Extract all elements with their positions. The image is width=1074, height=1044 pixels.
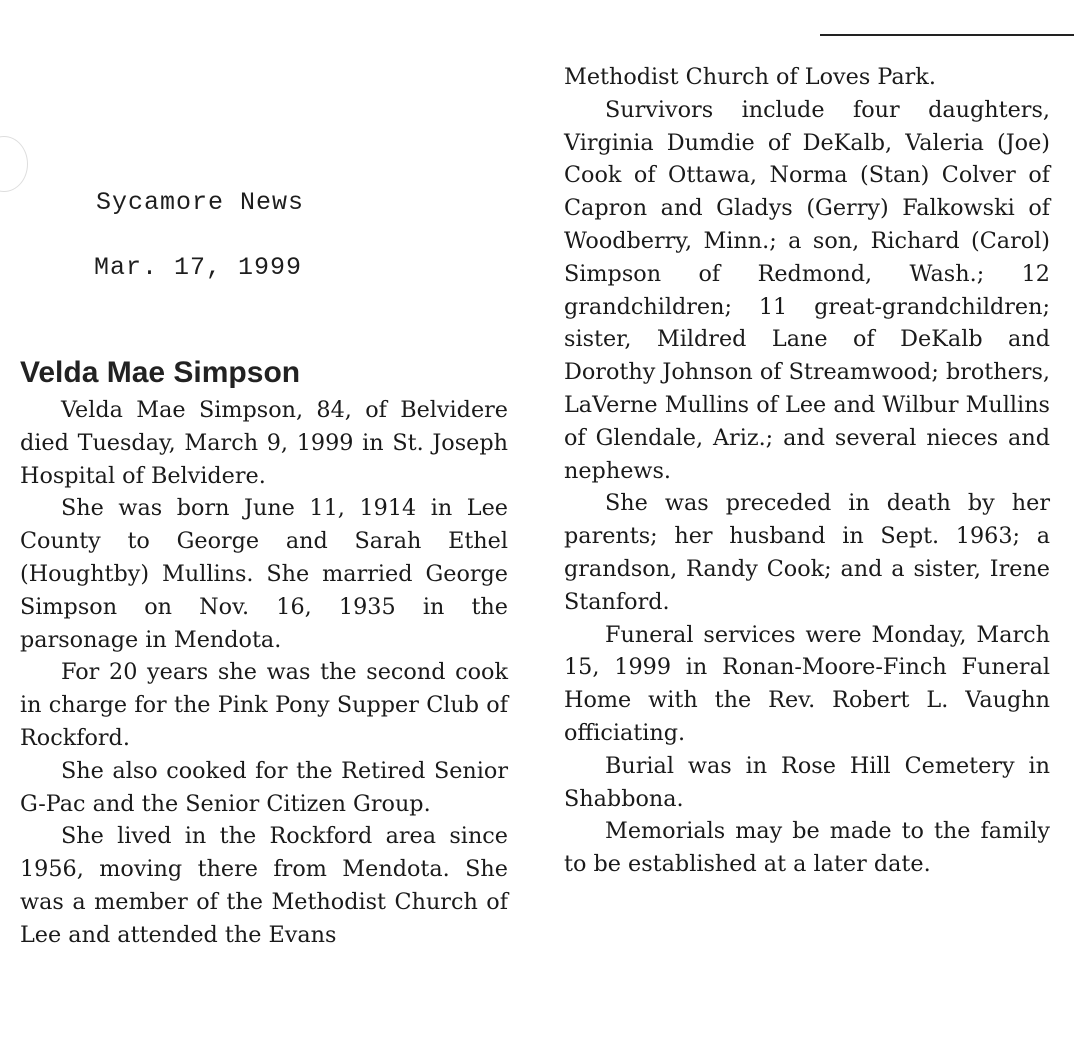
column-rule xyxy=(820,34,1074,36)
left-column xyxy=(20,394,508,952)
paragraph-preceded: She was preceded in death by her parents; her husband in Sept. 1963; a grandson, Randy Cook; and a sister, Irene Stanford. xyxy=(564,490,1050,615)
punch-hole-mark xyxy=(0,136,28,192)
paragraph-burial: Burial was in Rose Hill Cemetery in Shabbona. xyxy=(564,752,1050,812)
publication-date: Mar. 17, 1999 xyxy=(94,253,303,282)
paragraph-survivors: Survivors include four daughters, Virginia Dumdie of DeKalb, Valeria (Joe) Cook of Ottawa, Norma (Stan) Colver of Capron and Gladys (Gerry) Falkowski of Woodberry, Minn.; a son, Richard (Carol) Simpson of Redmond, Wash.; 12 grandchildren; 11 great-grandchildren; sister, Mildred Lane of DeKalb and Dorothy Johnson of Streamwood; brothers, LaVerne Mullins of Lee and Wilbur Mullins of Glendale, Ariz.; and several nieces and nephews. xyxy=(564,96,1050,484)
paragraph-death: Velda Mae Simpson, 84, of Belvidere died Tuesday, March 9, 1999 in St. Joseph Hospital of Belvidere. xyxy=(20,397,508,489)
paragraph-residence: She lived in the Rockford area since 1956, moving there from Mendota. She was a member of the Methodist Church of Lee and attended the Evans xyxy=(20,823,508,948)
paragraph-career: For 20 years she was the second cook in charge for the Pink Pony Supper Club of Rockford. xyxy=(20,659,508,751)
obituary-headline: Velda Mae Simpson xyxy=(20,356,301,389)
paragraph-cooking: She also cooked for the Retired Senior G-Pac and the Senior Citizen Group. xyxy=(20,757,508,817)
right-column xyxy=(564,61,1050,881)
paragraph-birth: She was born June 11, 1914 in Lee County to George and Sarah Ethel (Houghtby) Mullins. She married George Simpson on Nov. 16, 1935 in the parsonage in Mendota. xyxy=(20,495,508,653)
newspaper-source: Sycamore News xyxy=(96,188,305,217)
paragraph-continuation: Methodist Church of Loves Park. xyxy=(564,64,936,90)
paragraph-memorials: Memorials may be made to the family to be established at a later date. xyxy=(564,818,1050,878)
paragraph-funeral: Funeral services were Monday, March 15, 1999 in Ronan-Moore-Finch Funeral Home with the Rev. Robert L. Vaughn officiating. xyxy=(564,621,1050,746)
